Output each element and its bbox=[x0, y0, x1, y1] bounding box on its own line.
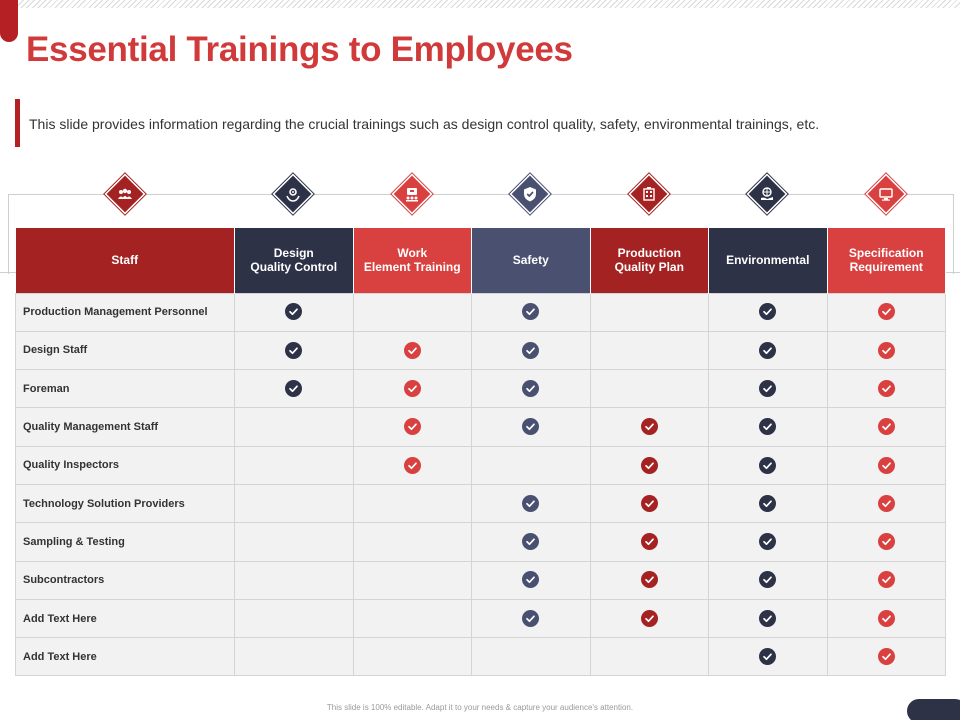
table-cell bbox=[827, 408, 946, 446]
row-label: Design Staff bbox=[16, 331, 235, 369]
table-cell bbox=[353, 293, 472, 331]
check-icon bbox=[404, 342, 421, 359]
table-cell bbox=[472, 523, 591, 561]
table-cell bbox=[709, 331, 828, 369]
table-cell bbox=[235, 561, 354, 599]
table-row bbox=[16, 561, 946, 599]
description-text: This slide provides information regarding the crucial trainings such as design control quality, safety, environmental trainings, etc. bbox=[29, 116, 820, 132]
row-label: Add Text Here bbox=[16, 599, 235, 637]
check-icon bbox=[878, 457, 895, 474]
table-cell bbox=[353, 408, 472, 446]
check-icon bbox=[878, 648, 895, 665]
table-cell bbox=[709, 293, 828, 331]
check-icon bbox=[285, 342, 302, 359]
factory-icon bbox=[631, 176, 667, 212]
table-body bbox=[16, 293, 946, 676]
row-label: Quality Management Staff bbox=[16, 408, 235, 446]
table-cell bbox=[353, 523, 472, 561]
table-row bbox=[16, 331, 946, 369]
table-row bbox=[16, 599, 946, 637]
page-number-pill bbox=[907, 699, 960, 720]
table-cell bbox=[590, 331, 709, 369]
table-cell bbox=[472, 408, 591, 446]
check-icon bbox=[759, 342, 776, 359]
row-label: Add Text Here bbox=[16, 638, 235, 676]
check-icon bbox=[878, 380, 895, 397]
row-label: Subcontractors bbox=[16, 561, 235, 599]
table-cell bbox=[353, 638, 472, 676]
check-icon bbox=[759, 457, 776, 474]
shield-check-icon bbox=[512, 176, 548, 212]
check-icon bbox=[641, 571, 658, 588]
check-icon bbox=[759, 495, 776, 512]
table-cell bbox=[590, 599, 709, 637]
check-icon bbox=[878, 495, 895, 512]
table-cell bbox=[709, 446, 828, 484]
corner-accent bbox=[0, 0, 18, 42]
check-icon bbox=[759, 380, 776, 397]
table-header-row bbox=[16, 228, 946, 293]
check-icon bbox=[522, 342, 539, 359]
table-cell bbox=[827, 523, 946, 561]
table-cell bbox=[472, 331, 591, 369]
table-row bbox=[16, 293, 946, 331]
monitor-icon bbox=[868, 176, 904, 212]
check-icon bbox=[285, 303, 302, 320]
table-cell bbox=[235, 638, 354, 676]
table-cell bbox=[590, 638, 709, 676]
table-cell bbox=[353, 370, 472, 408]
column-header-3: Safety bbox=[472, 228, 591, 293]
table-cell bbox=[590, 293, 709, 331]
table-row bbox=[16, 446, 946, 484]
table-cell bbox=[353, 484, 472, 522]
table-cell bbox=[472, 599, 591, 637]
table-cell bbox=[709, 561, 828, 599]
table-cell bbox=[709, 638, 828, 676]
frame-line-right bbox=[953, 194, 954, 274]
column-header-1: Design Quality Control bbox=[235, 228, 354, 293]
table-row bbox=[16, 370, 946, 408]
check-icon bbox=[878, 342, 895, 359]
top-hatch-border bbox=[0, 0, 960, 8]
table-cell bbox=[235, 446, 354, 484]
table-cell bbox=[709, 599, 828, 637]
table-cell bbox=[353, 599, 472, 637]
table-cell bbox=[709, 484, 828, 522]
table-cell bbox=[827, 638, 946, 676]
table-cell bbox=[353, 561, 472, 599]
table-cell bbox=[590, 561, 709, 599]
table-cell bbox=[709, 523, 828, 561]
table-row bbox=[16, 638, 946, 676]
check-icon bbox=[878, 571, 895, 588]
table-cell bbox=[709, 370, 828, 408]
table-cell bbox=[827, 446, 946, 484]
table-cell bbox=[472, 638, 591, 676]
check-icon bbox=[641, 610, 658, 627]
table-cell bbox=[590, 370, 709, 408]
table-cell bbox=[235, 599, 354, 637]
table-cell bbox=[235, 408, 354, 446]
table-row bbox=[16, 408, 946, 446]
frame-stub-left bbox=[0, 272, 16, 273]
row-label: Sampling & Testing bbox=[16, 523, 235, 561]
check-icon bbox=[878, 610, 895, 627]
row-label: Foreman bbox=[16, 370, 235, 408]
table-cell bbox=[590, 484, 709, 522]
check-icon bbox=[522, 303, 539, 320]
check-icon bbox=[878, 303, 895, 320]
hands-gear-icon bbox=[275, 176, 311, 212]
table-cell bbox=[709, 408, 828, 446]
check-icon bbox=[759, 533, 776, 550]
check-icon bbox=[404, 418, 421, 435]
check-icon bbox=[285, 380, 302, 397]
column-header-4: Production Quality Plan bbox=[590, 228, 709, 293]
table-cell bbox=[472, 484, 591, 522]
table-cell bbox=[235, 484, 354, 522]
table-cell bbox=[235, 293, 354, 331]
check-icon bbox=[878, 533, 895, 550]
column-header-2: Work Element Training bbox=[353, 228, 472, 293]
machine-operator-icon bbox=[394, 176, 430, 212]
column-header-5: Environmental bbox=[709, 228, 828, 293]
frame-line-left bbox=[8, 194, 9, 274]
frame-line-top bbox=[8, 194, 954, 195]
check-icon bbox=[759, 648, 776, 665]
row-label: Quality Inspectors bbox=[16, 446, 235, 484]
check-icon bbox=[522, 418, 539, 435]
table-cell bbox=[353, 331, 472, 369]
frame-stub-right bbox=[944, 272, 960, 273]
table-cell bbox=[827, 293, 946, 331]
check-icon bbox=[878, 418, 895, 435]
row-label: Technology Solution Providers bbox=[16, 484, 235, 522]
table-cell bbox=[590, 523, 709, 561]
check-icon bbox=[641, 533, 658, 550]
check-icon bbox=[641, 457, 658, 474]
team-icon bbox=[107, 176, 143, 212]
check-icon bbox=[759, 303, 776, 320]
check-icon bbox=[522, 380, 539, 397]
table-cell bbox=[827, 331, 946, 369]
check-icon bbox=[522, 610, 539, 627]
table-cell bbox=[472, 293, 591, 331]
check-icon bbox=[641, 495, 658, 512]
check-icon bbox=[522, 571, 539, 588]
table-cell bbox=[353, 446, 472, 484]
footer-note: This slide is 100% editable. Adapt it to your needs & capture your audience's attention. bbox=[326, 703, 634, 712]
table-cell bbox=[827, 484, 946, 522]
table-cell bbox=[472, 370, 591, 408]
description-accent-bar bbox=[15, 99, 20, 147]
column-header-0: Staff bbox=[16, 228, 235, 293]
column-header-6: Specification Requirement bbox=[827, 228, 946, 293]
table-cell bbox=[590, 408, 709, 446]
check-icon bbox=[522, 533, 539, 550]
page-title: Essential Trainings to Employees bbox=[26, 30, 573, 69]
table-cell bbox=[235, 523, 354, 561]
table-cell bbox=[827, 561, 946, 599]
table-row bbox=[16, 484, 946, 522]
check-icon bbox=[759, 610, 776, 627]
check-icon bbox=[641, 418, 658, 435]
check-icon bbox=[404, 380, 421, 397]
table-cell bbox=[472, 446, 591, 484]
check-icon bbox=[759, 418, 776, 435]
table-cell bbox=[235, 370, 354, 408]
check-icon bbox=[404, 457, 421, 474]
check-icon bbox=[522, 495, 539, 512]
training-matrix-table bbox=[15, 228, 946, 676]
table-row bbox=[16, 523, 946, 561]
table-cell bbox=[235, 331, 354, 369]
table-cell bbox=[590, 446, 709, 484]
row-label: Production Management Personnel bbox=[16, 293, 235, 331]
table-cell bbox=[827, 370, 946, 408]
globe-hand-icon bbox=[749, 176, 785, 212]
table-cell bbox=[827, 599, 946, 637]
table-cell bbox=[472, 561, 591, 599]
check-icon bbox=[759, 571, 776, 588]
